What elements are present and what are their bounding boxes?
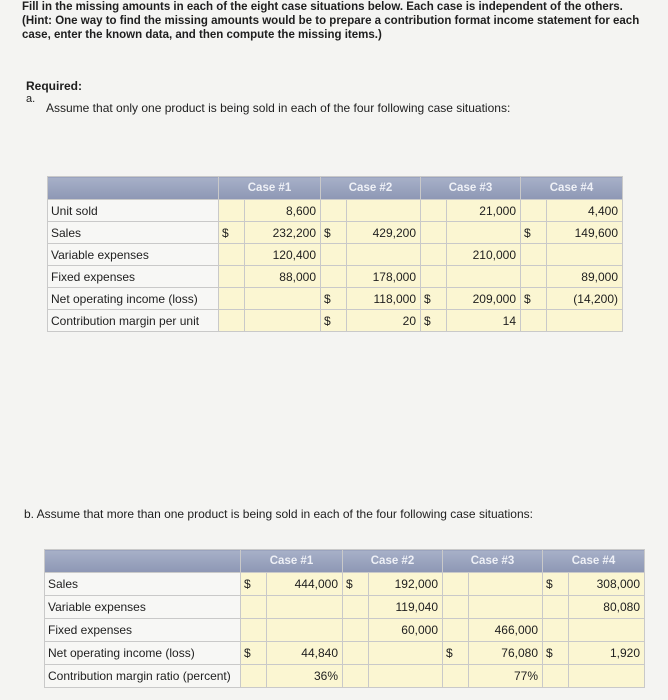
- part-b-case-3-value[interactable]: 77%: [469, 665, 543, 688]
- part-b-case-4-currency[interactable]: $: [543, 642, 569, 665]
- part-b-case-1-currency[interactable]: [241, 665, 267, 688]
- part-b-case-3-currency[interactable]: [443, 619, 469, 642]
- part-b-case-1-currency[interactable]: $: [241, 642, 267, 665]
- part-b-row-label: Contribution margin ratio (percent): [45, 665, 241, 688]
- instructions-text: Fill in the missing amounts in each of the eight case situations below. Each case is independent of the others. (Hint: One way to find the missing amounts would be to prepare a contribution format income statement for each case, enter the known data, and then compute the missing items.): [22, 1, 640, 41]
- part-a-header-blank: [48, 177, 219, 200]
- part-a-row: [48, 222, 623, 244]
- part-a-case-2-value[interactable]: [347, 200, 421, 222]
- part-a-row-label: Contribution margin per unit: [48, 310, 219, 332]
- part-a-case-4-value[interactable]: 89,000: [547, 266, 623, 288]
- part-a-case-4-currency[interactable]: [521, 266, 547, 288]
- part-a-case-4-currency[interactable]: [521, 244, 547, 266]
- part-b-header-case-4: Case #4: [543, 550, 645, 573]
- part-a-case-1-currency[interactable]: [219, 310, 245, 332]
- part-b-case-4-currency[interactable]: [543, 665, 569, 688]
- part-b-case-2-value[interactable]: [369, 665, 443, 688]
- part-a-case-4-currency[interactable]: [521, 200, 547, 222]
- part-a-case-3-value[interactable]: 209,000: [447, 288, 521, 310]
- part-b-case-1-currency[interactable]: $: [241, 573, 267, 596]
- part-b-case-1-value[interactable]: 444,000: [267, 573, 343, 596]
- part-b-case-4-value[interactable]: [569, 665, 645, 688]
- part-b-case-4-currency[interactable]: [543, 596, 569, 619]
- part-a-case-3-currency[interactable]: [421, 200, 447, 222]
- part-a-case-1-value[interactable]: [245, 288, 321, 310]
- part-a-case-3-currency[interactable]: $: [421, 288, 447, 310]
- part-b-header-row: [45, 550, 645, 573]
- part-b-case-1-value[interactable]: [267, 596, 343, 619]
- part-b-row: [45, 596, 645, 619]
- part-a-table: [47, 176, 623, 332]
- part-a-case-3-currency[interactable]: $: [421, 310, 447, 332]
- part-b-case-1-value[interactable]: [267, 619, 343, 642]
- part-a-case-2-value[interactable]: [347, 244, 421, 266]
- part-a-case-3-currency[interactable]: [421, 244, 447, 266]
- part-a-case-3-value[interactable]: [447, 222, 521, 244]
- part-b-case-2-value[interactable]: 192,000: [369, 573, 443, 596]
- part-b-case-3-currency[interactable]: [443, 596, 469, 619]
- part-a-case-1-value[interactable]: 88,000: [245, 266, 321, 288]
- part-a-case-2-value[interactable]: 20: [347, 310, 421, 332]
- part-a-case-2-currency[interactable]: [321, 200, 347, 222]
- part-b-row-label: Fixed expenses: [45, 619, 241, 642]
- part-a-prompt: Assume that only one product is being sold in each of the four following case situations:: [46, 101, 511, 115]
- part-b-prompt: b. Assume that more than one product is being sold in each of the four following case situations:: [24, 507, 533, 521]
- part-b-case-2-currency[interactable]: [343, 665, 369, 688]
- part-a-case-2-value[interactable]: 118,000: [347, 288, 421, 310]
- part-b-case-1-value[interactable]: 44,840: [267, 642, 343, 665]
- part-a-case-1-currency[interactable]: [219, 266, 245, 288]
- part-a-case-1-value[interactable]: [245, 310, 321, 332]
- part-b-header-blank: [45, 550, 241, 573]
- part-a-case-1-currency[interactable]: $: [219, 222, 245, 244]
- part-b-case-1-currency[interactable]: [241, 619, 267, 642]
- part-b-row: [45, 642, 645, 665]
- part-b-case-1-value[interactable]: 36%: [267, 665, 343, 688]
- part-a-row-label: Variable expenses: [48, 244, 219, 266]
- part-a-row-label: Fixed expenses: [48, 266, 219, 288]
- part-b-table: [44, 549, 645, 688]
- part-a-header-case-1: Case #1: [219, 177, 321, 200]
- part-b-case-2-currency[interactable]: [343, 596, 369, 619]
- part-b-case-4-value[interactable]: 308,000: [569, 573, 645, 596]
- part-b-header-case-3: Case #3: [443, 550, 543, 573]
- part-b-case-4-value[interactable]: 80,080: [569, 596, 645, 619]
- part-a-header-case-2: Case #2: [321, 177, 421, 200]
- part-a-case-1-value[interactable]: 120,400: [245, 244, 321, 266]
- part-a-case-2-currency[interactable]: $: [321, 310, 347, 332]
- part-b-case-1-currency[interactable]: [241, 596, 267, 619]
- part-b-case-3-currency[interactable]: [443, 573, 469, 596]
- part-a-header-row: [48, 177, 623, 200]
- part-a-case-1-currency[interactable]: [219, 288, 245, 310]
- part-b-case-4-value[interactable]: 1,920: [569, 642, 645, 665]
- part-a-case-3-currency[interactable]: [421, 266, 447, 288]
- part-a-case-4-value[interactable]: (14,200): [547, 288, 623, 310]
- part-a-case-2-value[interactable]: 178,000: [347, 266, 421, 288]
- part-b-row: [45, 573, 645, 596]
- part-b-case-2-currency[interactable]: $: [343, 573, 369, 596]
- part-a-row-label: Unit sold: [48, 200, 219, 222]
- part-b-row-label: Sales: [45, 573, 241, 596]
- part-a-case-2-currency[interactable]: $: [321, 288, 347, 310]
- part-b-case-3-value[interactable]: 76,080: [469, 642, 543, 665]
- part-a-case-4-currency[interactable]: $: [521, 288, 547, 310]
- part-a-row: [48, 266, 623, 288]
- part-b-case-3-currency[interactable]: [443, 665, 469, 688]
- part-a-marker: a.: [26, 93, 36, 105]
- part-a-case-4-value[interactable]: [547, 244, 623, 266]
- part-b-row: [45, 665, 645, 688]
- part-a-case-4-value[interactable]: 149,600: [547, 222, 623, 244]
- part-a-case-1-currency[interactable]: [219, 200, 245, 222]
- part-a-case-2-value[interactable]: 429,200: [347, 222, 421, 244]
- part-a-case-3-value[interactable]: 14: [447, 310, 521, 332]
- part-b-case-3-value[interactable]: [469, 573, 543, 596]
- part-b-case-3-currency[interactable]: $: [443, 642, 469, 665]
- part-b-case-2-currency[interactable]: [343, 642, 369, 665]
- part-a-row: [48, 288, 623, 310]
- part-a-case-4-currency[interactable]: $: [521, 222, 547, 244]
- part-b-case-3-value[interactable]: [469, 596, 543, 619]
- part-a-row: [48, 200, 623, 222]
- part-b-case-4-currency[interactable]: [543, 619, 569, 642]
- part-a-case-4-value[interactable]: 4,400: [547, 200, 623, 222]
- part-a-case-2-currency[interactable]: $: [321, 222, 347, 244]
- part-a-case-2-currency[interactable]: [321, 266, 347, 288]
- part-b-case-2-value[interactable]: 60,000: [369, 619, 443, 642]
- part-a-case-1-currency[interactable]: [219, 244, 245, 266]
- part-b-row-label: Variable expenses: [45, 596, 241, 619]
- part-b-case-4-value[interactable]: [569, 619, 645, 642]
- part-b-case-2-value[interactable]: [369, 642, 443, 665]
- part-b-header-case-2: Case #2: [343, 550, 443, 573]
- part-b-case-2-currency[interactable]: [343, 619, 369, 642]
- part-b-case-2-value[interactable]: 119,040: [369, 596, 443, 619]
- part-a-case-3-value[interactable]: 210,000: [447, 244, 521, 266]
- part-a-case-2-currency[interactable]: [321, 244, 347, 266]
- part-a-case-4-currency[interactable]: [521, 310, 547, 332]
- required-heading: Required:: [26, 79, 83, 93]
- part-a-case-4-value[interactable]: [547, 310, 623, 332]
- part-b-header-case-1: Case #1: [241, 550, 343, 573]
- part-a-header-case-3: Case #3: [421, 177, 521, 200]
- part-a-row: [48, 310, 623, 332]
- part-b-case-4-currency[interactable]: $: [543, 573, 569, 596]
- part-a-row: [48, 244, 623, 266]
- part-b-case-3-value[interactable]: 466,000: [469, 619, 543, 642]
- part-a-case-3-currency[interactable]: [421, 222, 447, 244]
- part-a-case-1-value[interactable]: 8,600: [245, 200, 321, 222]
- part-a-row-label: Sales: [48, 222, 219, 244]
- part-a-header-case-4: Case #4: [521, 177, 623, 200]
- part-a-case-3-value[interactable]: [447, 266, 521, 288]
- part-b-row-label: Net operating income (loss): [45, 642, 241, 665]
- part-a-case-1-value[interactable]: 232,200: [245, 222, 321, 244]
- part-b-row: [45, 619, 645, 642]
- part-a-case-3-value[interactable]: 21,000: [447, 200, 521, 222]
- part-a-row-label: Net operating income (loss): [48, 288, 219, 310]
